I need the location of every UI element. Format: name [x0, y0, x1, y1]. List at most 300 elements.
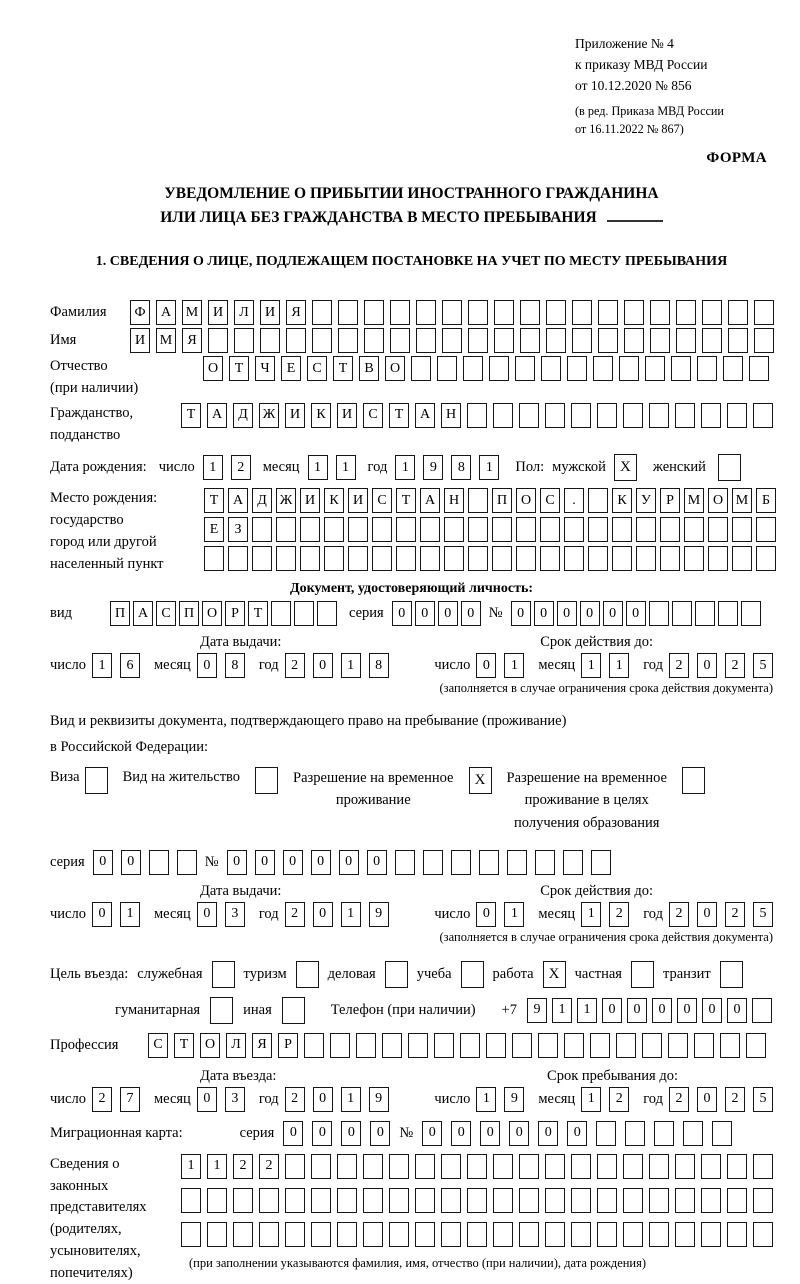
- char-cell[interactable]: [732, 546, 752, 571]
- char-cell[interactable]: [753, 1188, 773, 1213]
- char-cell[interactable]: [271, 601, 291, 626]
- char-cell[interactable]: [649, 1154, 669, 1179]
- char-cell[interactable]: [649, 403, 669, 428]
- char-cell[interactable]: [382, 1033, 402, 1058]
- char-cell[interactable]: 1: [609, 653, 629, 678]
- char-cell[interactable]: 1: [395, 455, 415, 480]
- char-cell[interactable]: [415, 1154, 435, 1179]
- char-cell[interactable]: И: [260, 300, 280, 325]
- char-cell[interactable]: [259, 1188, 279, 1213]
- char-cell[interactable]: И: [300, 488, 320, 513]
- char-cell[interactable]: 0: [341, 1121, 361, 1146]
- char-cell[interactable]: [181, 1188, 201, 1213]
- char-cell[interactable]: М: [156, 328, 176, 353]
- char-cell[interactable]: [337, 1154, 357, 1179]
- char-cell[interactable]: [423, 850, 443, 875]
- char-cell[interactable]: 5: [753, 1087, 773, 1112]
- char-cell[interactable]: [390, 300, 410, 325]
- char-cell[interactable]: [416, 328, 436, 353]
- char-cell[interactable]: [684, 546, 704, 571]
- char-cell[interactable]: О: [385, 356, 405, 381]
- char-cell[interactable]: [660, 546, 680, 571]
- char-cell[interactable]: Т: [396, 488, 416, 513]
- char-cell[interactable]: 0: [697, 653, 717, 678]
- char-cell[interactable]: [660, 517, 680, 542]
- char-cell[interactable]: С: [363, 403, 383, 428]
- char-cell[interactable]: 0: [697, 1087, 717, 1112]
- char-cell[interactable]: [338, 328, 358, 353]
- char-cell[interactable]: 0: [197, 902, 217, 927]
- char-cell[interactable]: [363, 1222, 383, 1247]
- char-cell[interactable]: [623, 1154, 643, 1179]
- char-cell[interactable]: [727, 1154, 747, 1179]
- char-cell[interactable]: 0: [567, 1121, 587, 1146]
- char-cell[interactable]: [390, 328, 410, 353]
- char-cell[interactable]: [636, 546, 656, 571]
- char-cell[interactable]: [753, 1154, 773, 1179]
- char-cell[interactable]: [468, 488, 488, 513]
- purpose-business-checkbox[interactable]: [385, 961, 408, 988]
- char-cell[interactable]: 1: [552, 998, 572, 1023]
- char-cell[interactable]: [434, 1033, 454, 1058]
- char-cell[interactable]: 2: [285, 902, 305, 927]
- char-cell[interactable]: [676, 300, 696, 325]
- char-cell[interactable]: Я: [252, 1033, 272, 1058]
- char-cell[interactable]: [330, 1033, 350, 1058]
- char-cell[interactable]: [515, 356, 535, 381]
- char-cell[interactable]: [252, 517, 272, 542]
- char-cell[interactable]: 0: [603, 601, 623, 626]
- char-cell[interactable]: 1: [308, 455, 328, 480]
- char-cell[interactable]: 0: [197, 653, 217, 678]
- char-cell[interactable]: [623, 1222, 643, 1247]
- char-cell[interactable]: 1: [476, 1087, 496, 1112]
- char-cell[interactable]: [545, 1222, 565, 1247]
- char-cell[interactable]: [468, 328, 488, 353]
- char-cell[interactable]: 0: [451, 1121, 471, 1146]
- char-cell[interactable]: 0: [197, 1087, 217, 1112]
- char-cell[interactable]: [337, 1188, 357, 1213]
- edu-permit-checkbox[interactable]: [682, 767, 705, 794]
- char-cell[interactable]: Т: [389, 403, 409, 428]
- char-cell[interactable]: 0: [227, 850, 247, 875]
- char-cell[interactable]: 0: [283, 1121, 303, 1146]
- char-cell[interactable]: [623, 403, 643, 428]
- char-cell[interactable]: [512, 1033, 532, 1058]
- char-cell[interactable]: [588, 517, 608, 542]
- char-cell[interactable]: 8: [225, 653, 245, 678]
- char-cell[interactable]: [567, 356, 587, 381]
- char-cell[interactable]: 1: [581, 1087, 601, 1112]
- char-cell[interactable]: 0: [93, 850, 113, 875]
- char-cell[interactable]: [494, 300, 514, 325]
- char-cell[interactable]: 0: [438, 601, 458, 626]
- char-cell[interactable]: 2: [669, 902, 689, 927]
- char-cell[interactable]: 8: [369, 653, 389, 678]
- char-cell[interactable]: 0: [312, 1121, 332, 1146]
- char-cell[interactable]: Т: [229, 356, 249, 381]
- char-cell[interactable]: [460, 1033, 480, 1058]
- char-cell[interactable]: [756, 546, 776, 571]
- char-cell[interactable]: [363, 1154, 383, 1179]
- char-cell[interactable]: [300, 546, 320, 571]
- sex-female-checkbox[interactable]: [718, 454, 741, 481]
- char-cell[interactable]: 2: [609, 902, 629, 927]
- char-cell[interactable]: [723, 356, 743, 381]
- char-cell[interactable]: 2: [92, 1087, 112, 1112]
- char-cell[interactable]: 0: [580, 601, 600, 626]
- char-cell[interactable]: [467, 1188, 487, 1213]
- char-cell[interactable]: [489, 356, 509, 381]
- char-cell[interactable]: 3: [225, 902, 245, 927]
- char-cell[interactable]: [684, 517, 704, 542]
- char-cell[interactable]: [416, 300, 436, 325]
- char-cell[interactable]: 9: [527, 998, 547, 1023]
- char-cell[interactable]: [625, 1121, 645, 1146]
- char-cell[interactable]: О: [516, 488, 536, 513]
- char-cell[interactable]: [597, 1188, 617, 1213]
- char-cell[interactable]: [545, 403, 565, 428]
- char-cell[interactable]: [727, 1188, 747, 1213]
- char-cell[interactable]: [396, 517, 416, 542]
- char-cell[interactable]: О: [200, 1033, 220, 1058]
- char-cell[interactable]: [597, 1222, 617, 1247]
- char-cell[interactable]: [468, 300, 488, 325]
- char-cell[interactable]: [541, 356, 561, 381]
- char-cell[interactable]: 3: [225, 1087, 245, 1112]
- char-cell[interactable]: 0: [121, 850, 141, 875]
- char-cell[interactable]: [519, 1222, 539, 1247]
- char-cell[interactable]: [311, 1188, 331, 1213]
- char-cell[interactable]: К: [311, 403, 331, 428]
- char-cell[interactable]: [732, 517, 752, 542]
- char-cell[interactable]: З: [228, 517, 248, 542]
- char-cell[interactable]: Т: [181, 403, 201, 428]
- char-cell[interactable]: [571, 1154, 591, 1179]
- char-cell[interactable]: Е: [204, 517, 224, 542]
- char-cell[interactable]: [708, 517, 728, 542]
- char-cell[interactable]: 0: [602, 998, 622, 1023]
- char-cell[interactable]: [312, 328, 332, 353]
- char-cell[interactable]: Л: [234, 300, 254, 325]
- char-cell[interactable]: [204, 546, 224, 571]
- char-cell[interactable]: 0: [313, 1087, 333, 1112]
- char-cell[interactable]: [520, 328, 540, 353]
- char-cell[interactable]: [467, 1222, 487, 1247]
- purpose-private-checkbox[interactable]: [631, 961, 654, 988]
- char-cell[interactable]: С: [156, 601, 176, 626]
- char-cell[interactable]: 0: [461, 601, 481, 626]
- char-cell[interactable]: [752, 998, 772, 1023]
- char-cell[interactable]: [598, 328, 618, 353]
- char-cell[interactable]: [708, 546, 728, 571]
- char-cell[interactable]: [538, 1033, 558, 1058]
- char-cell[interactable]: [396, 546, 416, 571]
- char-cell[interactable]: [389, 1222, 409, 1247]
- char-cell[interactable]: [285, 1222, 305, 1247]
- char-cell[interactable]: [545, 1154, 565, 1179]
- char-cell[interactable]: [590, 1033, 610, 1058]
- char-cell[interactable]: [442, 300, 462, 325]
- char-cell[interactable]: 5: [753, 902, 773, 927]
- char-cell[interactable]: И: [285, 403, 305, 428]
- char-cell[interactable]: [650, 300, 670, 325]
- char-cell[interactable]: [649, 1222, 669, 1247]
- char-cell[interactable]: И: [208, 300, 228, 325]
- char-cell[interactable]: [624, 328, 644, 353]
- char-cell[interactable]: [507, 850, 527, 875]
- char-cell[interactable]: 0: [283, 850, 303, 875]
- char-cell[interactable]: 1: [92, 653, 112, 678]
- char-cell[interactable]: [420, 517, 440, 542]
- char-cell[interactable]: [753, 403, 773, 428]
- char-cell[interactable]: [348, 517, 368, 542]
- char-cell[interactable]: 0: [311, 850, 331, 875]
- char-cell[interactable]: [415, 1222, 435, 1247]
- char-cell[interactable]: [571, 1222, 591, 1247]
- char-cell[interactable]: И: [337, 403, 357, 428]
- char-cell[interactable]: [441, 1222, 461, 1247]
- char-cell[interactable]: [572, 328, 592, 353]
- char-cell[interactable]: Р: [278, 1033, 298, 1058]
- char-cell[interactable]: К: [324, 488, 344, 513]
- char-cell[interactable]: [675, 1188, 695, 1213]
- char-cell[interactable]: 0: [626, 601, 646, 626]
- char-cell[interactable]: [675, 403, 695, 428]
- char-cell[interactable]: [324, 517, 344, 542]
- char-cell[interactable]: [493, 1222, 513, 1247]
- char-cell[interactable]: [149, 850, 169, 875]
- char-cell[interactable]: А: [415, 403, 435, 428]
- char-cell[interactable]: 0: [476, 653, 496, 678]
- char-cell[interactable]: Ж: [276, 488, 296, 513]
- char-cell[interactable]: [486, 1033, 506, 1058]
- char-cell[interactable]: 1: [181, 1154, 201, 1179]
- char-cell[interactable]: Ч: [255, 356, 275, 381]
- char-cell[interactable]: [492, 546, 512, 571]
- purpose-other-checkbox[interactable]: [282, 997, 305, 1024]
- char-cell[interactable]: Д: [233, 403, 253, 428]
- char-cell[interactable]: И: [130, 328, 150, 353]
- char-cell[interactable]: [571, 403, 591, 428]
- char-cell[interactable]: Б: [756, 488, 776, 513]
- char-cell[interactable]: [441, 1154, 461, 1179]
- char-cell[interactable]: [177, 850, 197, 875]
- char-cell[interactable]: [311, 1154, 331, 1179]
- char-cell[interactable]: 1: [504, 902, 524, 927]
- char-cell[interactable]: [479, 850, 499, 875]
- char-cell[interactable]: [408, 1033, 428, 1058]
- char-cell[interactable]: [616, 1033, 636, 1058]
- char-cell[interactable]: [591, 850, 611, 875]
- char-cell[interactable]: [668, 1033, 688, 1058]
- char-cell[interactable]: [286, 328, 306, 353]
- char-cell[interactable]: [260, 328, 280, 353]
- char-cell[interactable]: [572, 300, 592, 325]
- char-cell[interactable]: 1: [341, 1087, 361, 1112]
- char-cell[interactable]: Р: [660, 488, 680, 513]
- char-cell[interactable]: С: [540, 488, 560, 513]
- char-cell[interactable]: [535, 850, 555, 875]
- char-cell[interactable]: [520, 300, 540, 325]
- char-cell[interactable]: Ф: [130, 300, 150, 325]
- char-cell[interactable]: [415, 1188, 435, 1213]
- char-cell[interactable]: [493, 1154, 513, 1179]
- char-cell[interactable]: [671, 356, 691, 381]
- char-cell[interactable]: С: [372, 488, 392, 513]
- char-cell[interactable]: О: [708, 488, 728, 513]
- sex-male-checkbox[interactable]: X: [614, 454, 637, 481]
- char-cell[interactable]: [207, 1188, 227, 1213]
- char-cell[interactable]: Р: [225, 601, 245, 626]
- char-cell[interactable]: П: [179, 601, 199, 626]
- char-cell[interactable]: [756, 517, 776, 542]
- char-cell[interactable]: 9: [423, 455, 443, 480]
- char-cell[interactable]: [712, 1121, 732, 1146]
- char-cell[interactable]: [312, 300, 332, 325]
- char-cell[interactable]: Я: [286, 300, 306, 325]
- char-cell[interactable]: 1: [504, 653, 524, 678]
- char-cell[interactable]: [728, 328, 748, 353]
- char-cell[interactable]: [619, 356, 639, 381]
- char-cell[interactable]: 1: [336, 455, 356, 480]
- char-cell[interactable]: Ж: [259, 403, 279, 428]
- char-cell[interactable]: [645, 356, 665, 381]
- char-cell[interactable]: [516, 546, 536, 571]
- char-cell[interactable]: [234, 328, 254, 353]
- char-cell[interactable]: [468, 517, 488, 542]
- char-cell[interactable]: [676, 328, 696, 353]
- char-cell[interactable]: [356, 1033, 376, 1058]
- char-cell[interactable]: [276, 546, 296, 571]
- char-cell[interactable]: 0: [702, 998, 722, 1023]
- char-cell[interactable]: [395, 850, 415, 875]
- char-cell[interactable]: 1: [341, 902, 361, 927]
- char-cell[interactable]: 9: [369, 1087, 389, 1112]
- char-cell[interactable]: [540, 517, 560, 542]
- char-cell[interactable]: 2: [285, 1087, 305, 1112]
- char-cell[interactable]: [467, 403, 487, 428]
- char-cell[interactable]: П: [110, 601, 130, 626]
- char-cell[interactable]: [597, 1154, 617, 1179]
- char-cell[interactable]: 5: [753, 653, 773, 678]
- visa-checkbox[interactable]: [85, 767, 108, 794]
- char-cell[interactable]: [259, 1222, 279, 1247]
- char-cell[interactable]: [563, 850, 583, 875]
- char-cell[interactable]: [363, 1188, 383, 1213]
- char-cell[interactable]: [727, 1222, 747, 1247]
- char-cell[interactable]: [337, 1222, 357, 1247]
- char-cell[interactable]: [285, 1154, 305, 1179]
- char-cell[interactable]: [571, 1188, 591, 1213]
- char-cell[interactable]: [389, 1154, 409, 1179]
- char-cell[interactable]: [372, 546, 392, 571]
- temp-permit-checkbox[interactable]: X: [469, 767, 492, 794]
- char-cell[interactable]: Т: [248, 601, 268, 626]
- char-cell[interactable]: [208, 328, 228, 353]
- char-cell[interactable]: [701, 403, 721, 428]
- char-cell[interactable]: 1: [207, 1154, 227, 1179]
- char-cell[interactable]: [702, 328, 722, 353]
- char-cell[interactable]: [338, 300, 358, 325]
- char-cell[interactable]: Т: [204, 488, 224, 513]
- char-cell[interactable]: [753, 1222, 773, 1247]
- char-cell[interactable]: [593, 356, 613, 381]
- char-cell[interactable]: [463, 356, 483, 381]
- char-cell[interactable]: [181, 1222, 201, 1247]
- char-cell[interactable]: 1: [577, 998, 597, 1023]
- char-cell[interactable]: [642, 1033, 662, 1058]
- char-cell[interactable]: [276, 517, 296, 542]
- char-cell[interactable]: [294, 601, 314, 626]
- char-cell[interactable]: 2: [669, 1087, 689, 1112]
- char-cell[interactable]: [207, 1222, 227, 1247]
- char-cell[interactable]: [746, 1033, 766, 1058]
- char-cell[interactable]: Н: [444, 488, 464, 513]
- char-cell[interactable]: [516, 517, 536, 542]
- char-cell[interactable]: [493, 1188, 513, 1213]
- char-cell[interactable]: [519, 403, 539, 428]
- char-cell[interactable]: 0: [652, 998, 672, 1023]
- char-cell[interactable]: [683, 1121, 703, 1146]
- char-cell[interactable]: [649, 601, 669, 626]
- char-cell[interactable]: В: [359, 356, 379, 381]
- purpose-work-checkbox[interactable]: X: [543, 961, 566, 988]
- char-cell[interactable]: 0: [627, 998, 647, 1023]
- char-cell[interactable]: 2: [259, 1154, 279, 1179]
- char-cell[interactable]: [389, 1188, 409, 1213]
- char-cell[interactable]: У: [636, 488, 656, 513]
- char-cell[interactable]: [324, 546, 344, 571]
- char-cell[interactable]: А: [420, 488, 440, 513]
- char-cell[interactable]: .: [564, 488, 584, 513]
- char-cell[interactable]: А: [228, 488, 248, 513]
- char-cell[interactable]: 9: [369, 902, 389, 927]
- char-cell[interactable]: [720, 1033, 740, 1058]
- char-cell[interactable]: [519, 1188, 539, 1213]
- char-cell[interactable]: О: [202, 601, 222, 626]
- char-cell[interactable]: [546, 300, 566, 325]
- char-cell[interactable]: 9: [504, 1087, 524, 1112]
- char-cell[interactable]: [623, 1188, 643, 1213]
- char-cell[interactable]: 0: [534, 601, 554, 626]
- char-cell[interactable]: 1: [341, 653, 361, 678]
- char-cell[interactable]: О: [203, 356, 223, 381]
- char-cell[interactable]: [493, 403, 513, 428]
- char-cell[interactable]: [702, 300, 722, 325]
- purpose-tourism-checkbox[interactable]: [296, 961, 319, 988]
- char-cell[interactable]: [675, 1222, 695, 1247]
- char-cell[interactable]: 0: [727, 998, 747, 1023]
- char-cell[interactable]: 2: [285, 653, 305, 678]
- char-cell[interactable]: 0: [476, 902, 496, 927]
- char-cell[interactable]: А: [156, 300, 176, 325]
- char-cell[interactable]: [233, 1222, 253, 1247]
- char-cell[interactable]: 0: [367, 850, 387, 875]
- char-cell[interactable]: 0: [339, 850, 359, 875]
- char-cell[interactable]: [672, 601, 692, 626]
- char-cell[interactable]: М: [684, 488, 704, 513]
- char-cell[interactable]: А: [207, 403, 227, 428]
- char-cell[interactable]: [442, 328, 462, 353]
- char-cell[interactable]: [701, 1188, 721, 1213]
- char-cell[interactable]: 2: [725, 902, 745, 927]
- char-cell[interactable]: 0: [370, 1121, 390, 1146]
- char-cell[interactable]: [252, 546, 272, 571]
- char-cell[interactable]: [649, 1188, 669, 1213]
- char-cell[interactable]: 1: [120, 902, 140, 927]
- char-cell[interactable]: [564, 1033, 584, 1058]
